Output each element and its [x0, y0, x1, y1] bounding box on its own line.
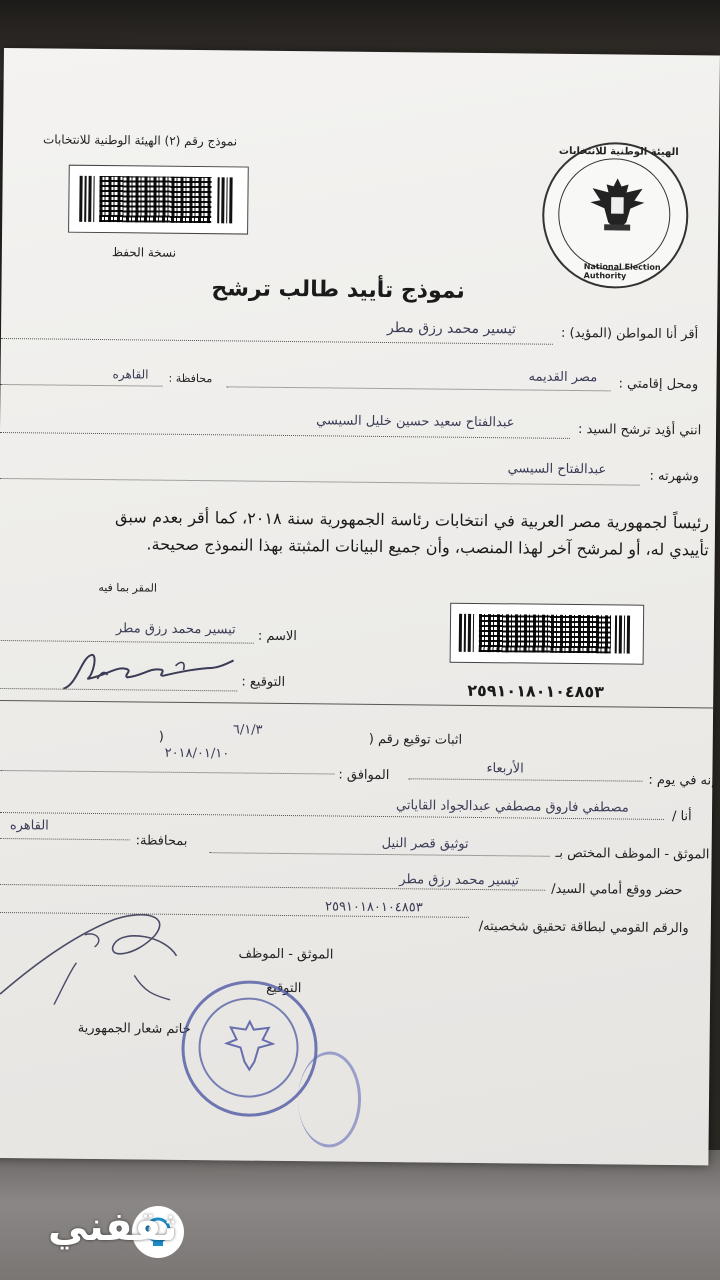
day-value: الأربعاء — [486, 761, 524, 777]
notary-signature-scribble — [0, 894, 185, 1016]
logo-arabic-text: الهيئة الوطنية للانتخابات — [558, 145, 679, 159]
endorsement-form-paper — [0, 48, 720, 1165]
known-as-value: عبدالفتاح السيسي — [507, 461, 607, 478]
governorate-value: القاهره — [112, 367, 149, 382]
national-id-value: ٢٥٩١٠١٨٠١٠٤٨٥٣ — [324, 899, 423, 916]
residence-value: مصر القديمه — [528, 369, 598, 386]
proof-value: ٦/١/٣ — [232, 722, 263, 738]
election-authority-logo — [542, 142, 690, 290]
acknowledged-text: المقر بما فيه — [98, 581, 158, 595]
header-barcode — [68, 165, 249, 235]
day-label: إنه في يوم : — [648, 772, 715, 789]
form-number: نموذج رقم (٢) الهيئة الوطنية للانتخابات — [42, 132, 238, 149]
residence-label: ومحل إقامتي : — [618, 376, 699, 393]
governorate-label: محافظة : — [168, 371, 213, 386]
candidate-label: انني أؤيد ترشح السيد : — [577, 422, 702, 439]
seal-label: خاتم شعار الجمهورية — [77, 1020, 191, 1038]
declarant-name-value: تيسير محمد رزق مطر — [115, 621, 236, 638]
partial-seal — [298, 1051, 362, 1148]
declaration-paragraph: رئيساً لجمهورية مصر العربية في انتخابات رئاسة الجمهورية سنة ٢٠١٨، كما أقر بعدم سبق تأييدي له، أو لمرشح آخر لهذا المنصب، وأن جميع البيانات المثبتة بهذا النموذج صحيحة. — [114, 507, 710, 560]
declarant-signature-label: التوقيع : — [241, 674, 286, 690]
form-title: نموذج تأييد طالب ترشح — [211, 276, 465, 304]
declarant-barcode — [450, 603, 645, 665]
logo-english-text: National Election Authority — [583, 262, 661, 281]
notary-signature-label: التوقيع — [266, 980, 302, 997]
seal-eagle-icon — [224, 1019, 275, 1072]
site-watermark: ثقفني — [48, 1204, 178, 1250]
governorate-value-notary: القاهره — [9, 818, 49, 834]
date-label: الموافق : — [338, 767, 390, 784]
proof-close: ) — [158, 729, 164, 745]
notary-name-value: مصطفي فاروق مصطفي عبدالجواد القاياتي — [396, 798, 629, 816]
national-id-label: والرقم القومي لبطاقة تحقيق شخصيته/ — [478, 919, 689, 937]
notary-name-label: أنا / — [671, 809, 692, 825]
known-as-label: وشهرته : — [649, 468, 700, 485]
attended-label: حضر ووقع أمامي السيد/ — [551, 881, 683, 899]
governorate-label-notary: بمحافظة: — [135, 833, 188, 849]
office-label: الموثق - الموظف المختص بـ — [555, 845, 710, 863]
date-value: ٢٠١٨/٠١/١٠ — [164, 745, 230, 762]
declarant-name-label: الاسم : — [257, 628, 298, 645]
office-value: توثيق قصر النيل — [381, 835, 469, 852]
citizen-value: تيسير محمد رزق مطر — [387, 320, 517, 338]
eagle-icon — [582, 174, 653, 235]
citizen-label: أقر أنا المواطن (المؤيد) : — [560, 325, 699, 343]
copy-type: نسخة الحفظ — [111, 245, 177, 260]
proof-label: اثبات توقيع رقم ( — [368, 731, 463, 748]
section-divider — [0, 700, 713, 708]
declarant-id-number: ٢٥٩١٠١٨٠١٠٤٨٥٣ — [467, 680, 605, 702]
attended-value: تيسير محمد رزق مطر — [399, 872, 520, 889]
notary-employee-label: الموثق - الموظف — [238, 946, 334, 963]
candidate-value: عبدالفتاح سعيد حسين خليل السيسي — [316, 413, 515, 431]
